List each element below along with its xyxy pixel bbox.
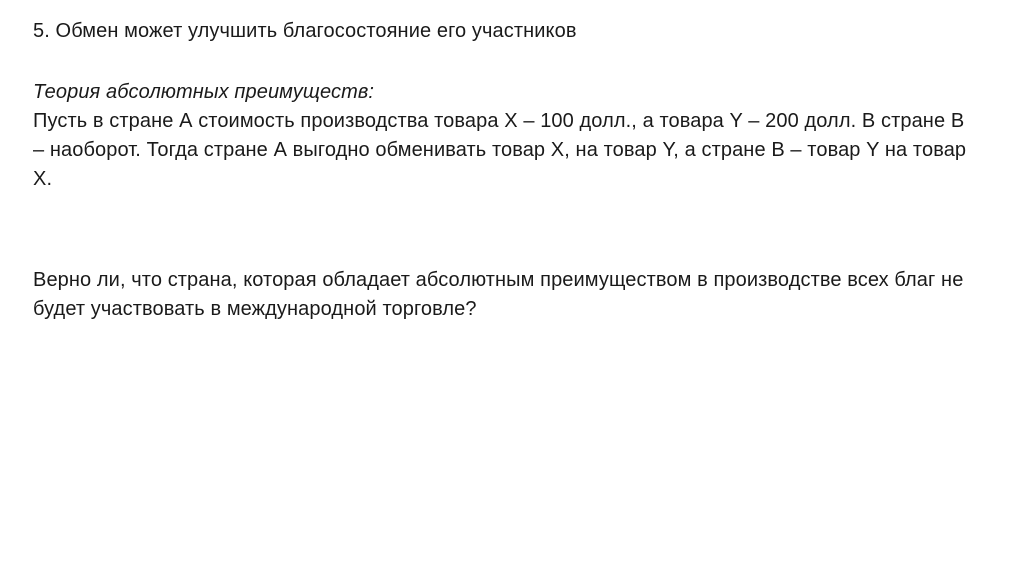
question-text: Верно ли, что страна, которая обладает абсолютным преимуществом в производстве всех благ не будет участвовать в международной торговле? bbox=[33, 269, 964, 320]
theory-body: Пусть в стране А стоимость производства товара Х – 100 долл., а товара Y – 200 долл. В стране В – наоборот. Тогда стране А выгодно обменивать товар Х, на товар Y, а стране В – товар Y на товар Х. bbox=[33, 110, 967, 190]
slide-heading: 5. Обмен может улучшить благосостояние его участников bbox=[33, 20, 577, 42]
theory-section bbox=[33, 78, 983, 194]
theory-title: Теория абсолютных преимуществ: bbox=[33, 81, 375, 103]
